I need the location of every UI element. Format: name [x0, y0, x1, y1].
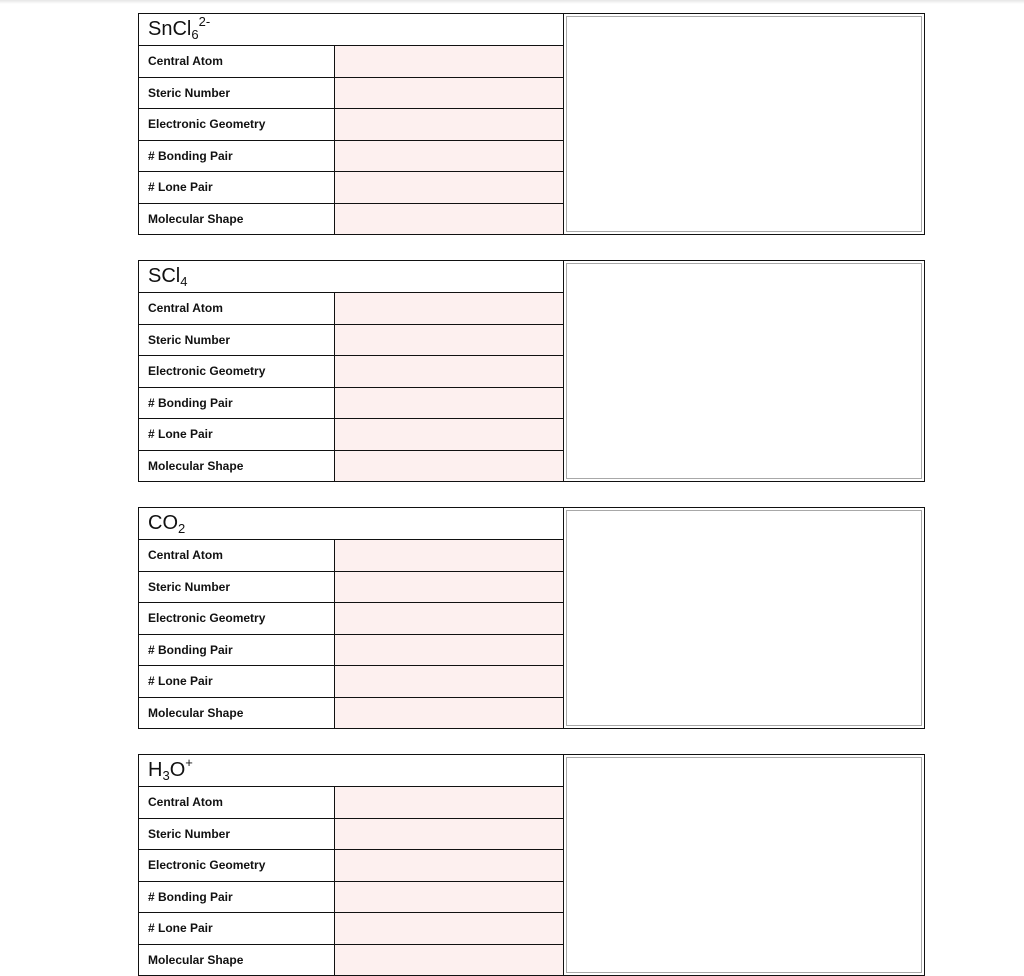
row-molecular-shape [139, 451, 563, 482]
answer-central-atom[interactable] [335, 46, 563, 77]
answer-lone-pair[interactable] [335, 172, 563, 203]
answer-steric-number[interactable] [335, 78, 563, 109]
formula-base-2: O [169, 759, 186, 781]
row-molecular-shape [139, 945, 563, 976]
answer-bonding-pair[interactable] [335, 141, 563, 172]
label-molecular-shape: Molecular Shape [139, 698, 335, 729]
label-electronic-geometry: Electronic Geometry [139, 850, 335, 881]
label-lone-pair: # Lone Pair [139, 913, 335, 944]
label-molecular-shape: Molecular Shape [139, 945, 335, 976]
label-steric-number: Steric Number [139, 78, 335, 109]
drawing-box[interactable] [563, 507, 925, 729]
row-bonding-pair [139, 141, 563, 173]
drawing-area[interactable] [566, 263, 922, 479]
formula-base: H [148, 759, 163, 781]
label-electronic-geometry: Electronic Geometry [139, 109, 335, 140]
row-molecular-shape [139, 698, 563, 729]
answer-bonding-pair[interactable] [335, 635, 563, 666]
formula-subscript: 6 [191, 27, 199, 42]
row-steric-number [139, 325, 563, 357]
answer-lone-pair[interactable] [335, 419, 563, 450]
label-lone-pair: # Lone Pair [139, 419, 335, 450]
answer-electronic-geometry[interactable] [335, 850, 563, 881]
formula-subscript: 3 [162, 768, 170, 783]
formula-base: SnCl [148, 18, 192, 40]
answer-bonding-pair[interactable] [335, 882, 563, 913]
label-molecular-shape: Molecular Shape [139, 204, 335, 235]
label-central-atom: Central Atom [139, 293, 335, 324]
row-central-atom [139, 293, 563, 325]
molecule-table [138, 754, 564, 976]
answer-molecular-shape[interactable] [335, 204, 563, 235]
label-steric-number: Steric Number [139, 572, 335, 603]
drawing-area[interactable] [566, 757, 922, 973]
molecule-table [138, 13, 564, 235]
label-bonding-pair: # Bonding Pair [139, 141, 335, 172]
label-central-atom: Central Atom [139, 787, 335, 818]
answer-lone-pair[interactable] [335, 913, 563, 944]
formula-charge: + [185, 755, 193, 770]
row-steric-number [139, 572, 563, 604]
row-bonding-pair [139, 388, 563, 420]
row-steric-number [139, 819, 563, 851]
row-central-atom [139, 540, 563, 572]
formula-subscript: 4 [180, 274, 188, 289]
row-lone-pair [139, 419, 563, 451]
molecule-formula [139, 261, 563, 293]
label-steric-number: Steric Number [139, 325, 335, 356]
formula-base: CO [148, 512, 178, 534]
molecule-formula [139, 508, 563, 540]
answer-steric-number[interactable] [335, 325, 563, 356]
row-central-atom [139, 46, 563, 78]
answer-electronic-geometry[interactable] [335, 356, 563, 387]
label-steric-number: Steric Number [139, 819, 335, 850]
molecule-block-co2 [138, 507, 925, 729]
answer-central-atom[interactable] [335, 787, 563, 818]
answer-steric-number[interactable] [335, 572, 563, 603]
answer-central-atom[interactable] [335, 293, 563, 324]
row-lone-pair [139, 913, 563, 945]
row-bonding-pair [139, 882, 563, 914]
row-bonding-pair [139, 635, 563, 667]
formula-subscript: 2 [178, 521, 186, 536]
row-steric-number [139, 78, 563, 110]
formula-base: SCl [148, 265, 181, 287]
row-electronic-geometry [139, 603, 563, 635]
label-central-atom: Central Atom [139, 46, 335, 77]
answer-lone-pair[interactable] [335, 666, 563, 697]
row-molecular-shape [139, 204, 563, 235]
drawing-area[interactable] [566, 510, 922, 726]
row-electronic-geometry [139, 850, 563, 882]
molecule-block-sncl6 [138, 13, 925, 235]
drawing-box[interactable] [563, 754, 925, 976]
label-bonding-pair: # Bonding Pair [139, 635, 335, 666]
label-electronic-geometry: Electronic Geometry [139, 603, 335, 634]
label-central-atom: Central Atom [139, 540, 335, 571]
drawing-box[interactable] [563, 260, 925, 482]
answer-electronic-geometry[interactable] [335, 603, 563, 634]
answer-central-atom[interactable] [335, 540, 563, 571]
answer-molecular-shape[interactable] [335, 698, 563, 729]
answer-electronic-geometry[interactable] [335, 109, 563, 140]
answer-molecular-shape[interactable] [335, 945, 563, 976]
label-electronic-geometry: Electronic Geometry [139, 356, 335, 387]
row-electronic-geometry [139, 109, 563, 141]
label-bonding-pair: # Bonding Pair [139, 388, 335, 419]
row-electronic-geometry [139, 356, 563, 388]
label-lone-pair: # Lone Pair [139, 666, 335, 697]
answer-molecular-shape[interactable] [335, 451, 563, 482]
answer-steric-number[interactable] [335, 819, 563, 850]
molecule-block-h3o [138, 754, 925, 976]
formula-charge: 2- [198, 14, 211, 29]
row-central-atom [139, 787, 563, 819]
drawing-box[interactable] [563, 13, 925, 235]
molecule-formula [139, 755, 563, 787]
label-molecular-shape: Molecular Shape [139, 451, 335, 482]
row-lone-pair [139, 666, 563, 698]
molecule-table [138, 260, 564, 482]
answer-bonding-pair[interactable] [335, 388, 563, 419]
label-bonding-pair: # Bonding Pair [139, 882, 335, 913]
label-lone-pair: # Lone Pair [139, 172, 335, 203]
molecule-block-scl4 [138, 260, 925, 482]
drawing-area[interactable] [566, 16, 922, 232]
molecule-table [138, 507, 564, 729]
molecule-formula [139, 14, 563, 46]
row-lone-pair [139, 172, 563, 204]
